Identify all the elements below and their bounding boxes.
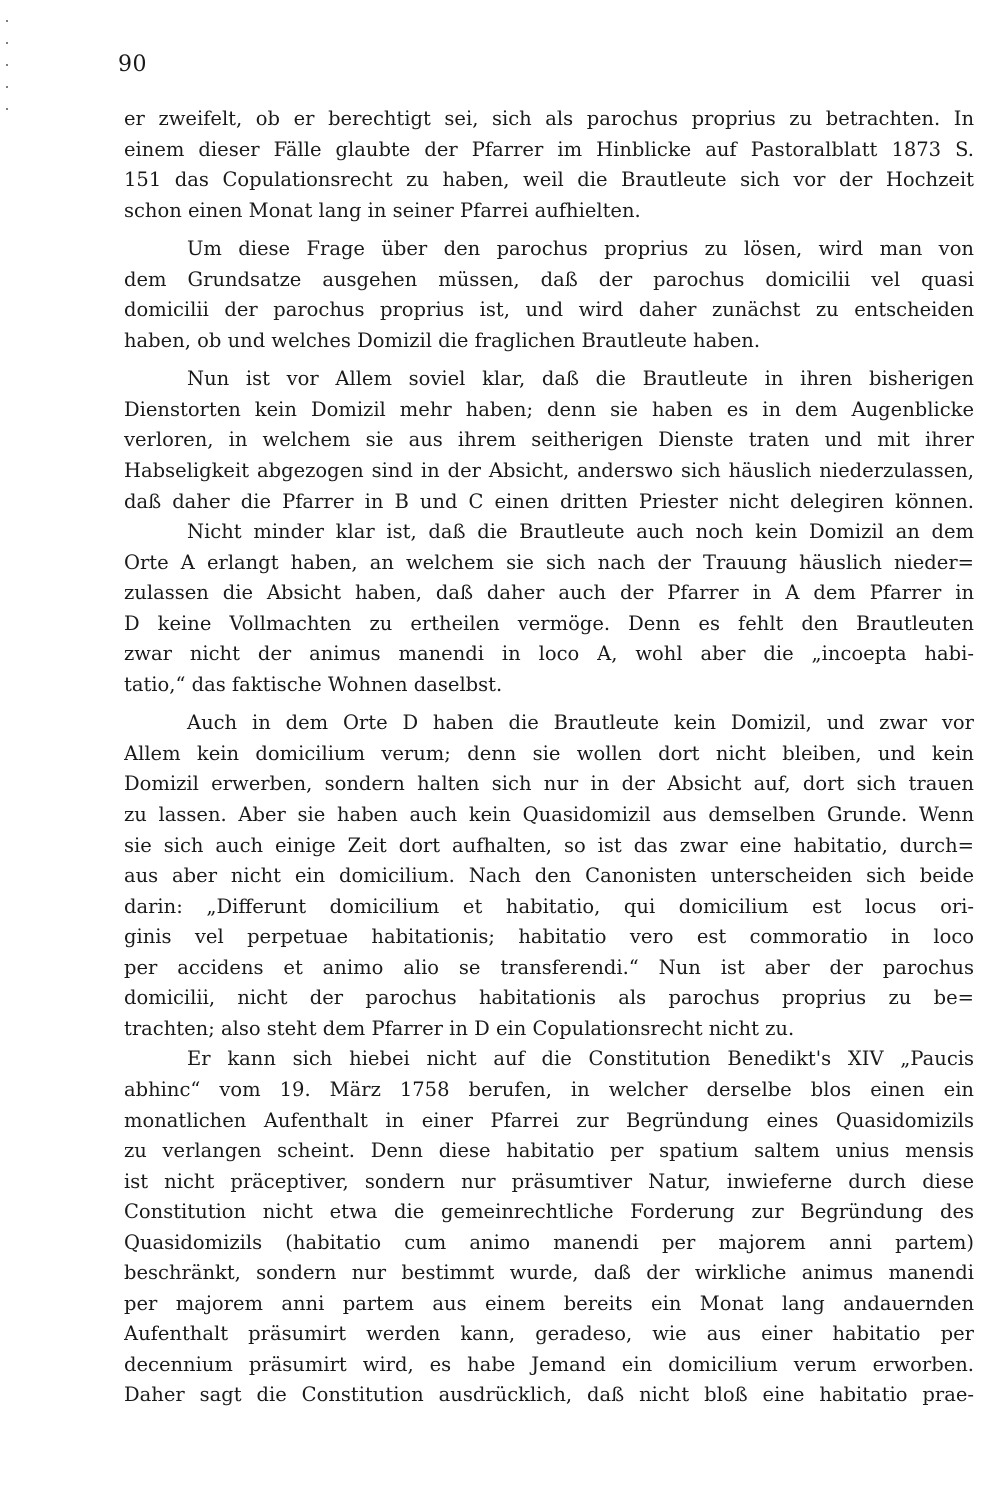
text-line: Orte A erlangt haben, an welchem sie sich nach der Trauung häuslich nieder= [124, 550, 974, 574]
text-line: per majorem anni partem aus einem bereits ein Monat lang andauernden [124, 1291, 974, 1315]
text-line: daß daher die Pfarrer in B und C einen dritten Priester nicht delegiren können. [124, 489, 974, 513]
text-line: decennium präsumirt wird, es habe Jemand ein domicilium verum erworben. [124, 1352, 974, 1376]
text-line: zu lassen. Aber sie haben auch kein Quasidomizil aus demselben Grunde. Wenn [124, 803, 974, 827]
text-line: haben, ob und welches Domizil die fraglichen Brautleute haben. [124, 328, 761, 352]
text-line: Domizil erwerben, sondern halten sich nur in der Absicht auf, dort sich trauen [124, 772, 974, 796]
text-line: trachten; also steht dem Pfarrer in D ein Copulationsrecht nicht zu. [124, 1016, 795, 1040]
page-number: 90 [118, 52, 147, 77]
text-line: abhinc“ vom 19. März 1758 berufen, in welcher derselbe blos einen ein [124, 1077, 974, 1101]
text-line: 151 das Copulationsrecht zu haben, weil die Brautleute sich vor der Hochzeit [124, 168, 974, 192]
text-line: Allem kein domicilium verum; denn sie wollen dort nicht bleiben, und kein [124, 741, 974, 765]
text-line: Habseligkeit abgezogen sind in der Absicht, anderswo sich häuslich niederzulassen, [124, 459, 974, 483]
text-line: sie sich auch einige Zeit dort aufhalten, so ist das zwar eine habitatio, durch= [124, 833, 974, 857]
text-line: Quasidomizils (habitatio cum animo manendi per majorem anni partem) [124, 1230, 974, 1254]
text-line: per accidens et animo alio se transferendi.“ Nun ist aber der parochus [124, 955, 974, 979]
text-line: monatlichen Aufenthalt in einer Pfarrei zur Begründung eines Quasidomizils [124, 1108, 974, 1132]
text-line: Daher sagt die Constitution ausdrücklich, daß nicht bloß eine habitatio prae- [124, 1383, 974, 1407]
text-line: verloren, in welchem sie aus ihrem seitherigen Dienste traten und mit ihrer [124, 428, 974, 452]
text-line: dem Grundsatze ausgehen müssen, daß der parochus domicilii vel quasi [124, 267, 974, 291]
text-line: er zweifelt, ob er berechtigt sei, sich als parochus proprius zu betrachten. In [124, 107, 974, 130]
text-line: Nicht minder klar ist, daß die Brautleute auch noch kein Domizil an dem [187, 520, 974, 544]
text-line: Constitution nicht etwa die gemeinrechtliche Forderung zur Begründung des [124, 1200, 974, 1224]
text-line: Dienstorten kein Domizil mehr haben; denn sie haben es in dem Augenblicke [124, 397, 974, 421]
text-line: einem dieser Fälle glaubte der Pfarrer im Hinblicke auf Pastoralblatt 1873 S. [124, 137, 974, 161]
text-line: Er kann sich hiebei nicht auf die Constitution Benedikt's XIV „Paucis [187, 1047, 974, 1071]
text-line: Auch in dem Orte D haben die Brautleute kein Domizil, und zwar vor [187, 711, 974, 735]
text-line: zulassen die Absicht haben, daß daher auch der Pfarrer in A dem Pfarrer in [124, 581, 974, 605]
text-line: beschränkt, sondern nur bestimmt wurde, daß der wirkliche animus manendi [124, 1261, 974, 1285]
text-line: ginis vel perpetuae habitationis; habitatio vero est commoratio in loco [124, 925, 974, 949]
text-line: zu verlangen scheint. Denn diese habitatio per spatium saltem unius mensis [124, 1139, 974, 1163]
text-line: Um diese Frage über den parochus proprius zu lösen, wird man von [187, 237, 974, 261]
text-line: zwar nicht der animus manendi in loco A, wohl aber die „incoepta habi- [124, 642, 974, 666]
text-line: schon einen Monat lang in seiner Pfarrei aufhielten. [124, 198, 641, 222]
text-line: darin: „Differunt domicilium et habitatio, qui domicilium est locus ori- [124, 894, 974, 918]
text-line: tatio,“ das faktische Wohnen daselbst. [124, 672, 503, 696]
text-line: Nun ist vor Allem soviel klar, daß die Brautleute in ihren bisherigen [187, 367, 974, 391]
body-text [124, 104, 974, 1411]
text-line: D keine Vollmachten zu ertheilen vermöge. Denn es fehlt den Brautleuten [124, 611, 974, 635]
margin-marks [6, 20, 12, 1460]
text-line: domicilii, nicht der parochus habitationis als parochus proprius zu be= [124, 986, 974, 1010]
text-line: aus aber nicht ein domicilium. Nach den Canonisten unterscheiden sich beide [124, 864, 974, 888]
text-line: ist nicht präceptiver, sondern nur präsumtiver Natur, inwieferne durch diese [124, 1169, 974, 1193]
text-line: domicilii der parochus proprius ist, und wird daher zunächst zu entscheiden [124, 298, 974, 322]
text-line: Aufenthalt präsumirt werden kann, geradeso, wie aus einer habitatio per [124, 1322, 974, 1346]
